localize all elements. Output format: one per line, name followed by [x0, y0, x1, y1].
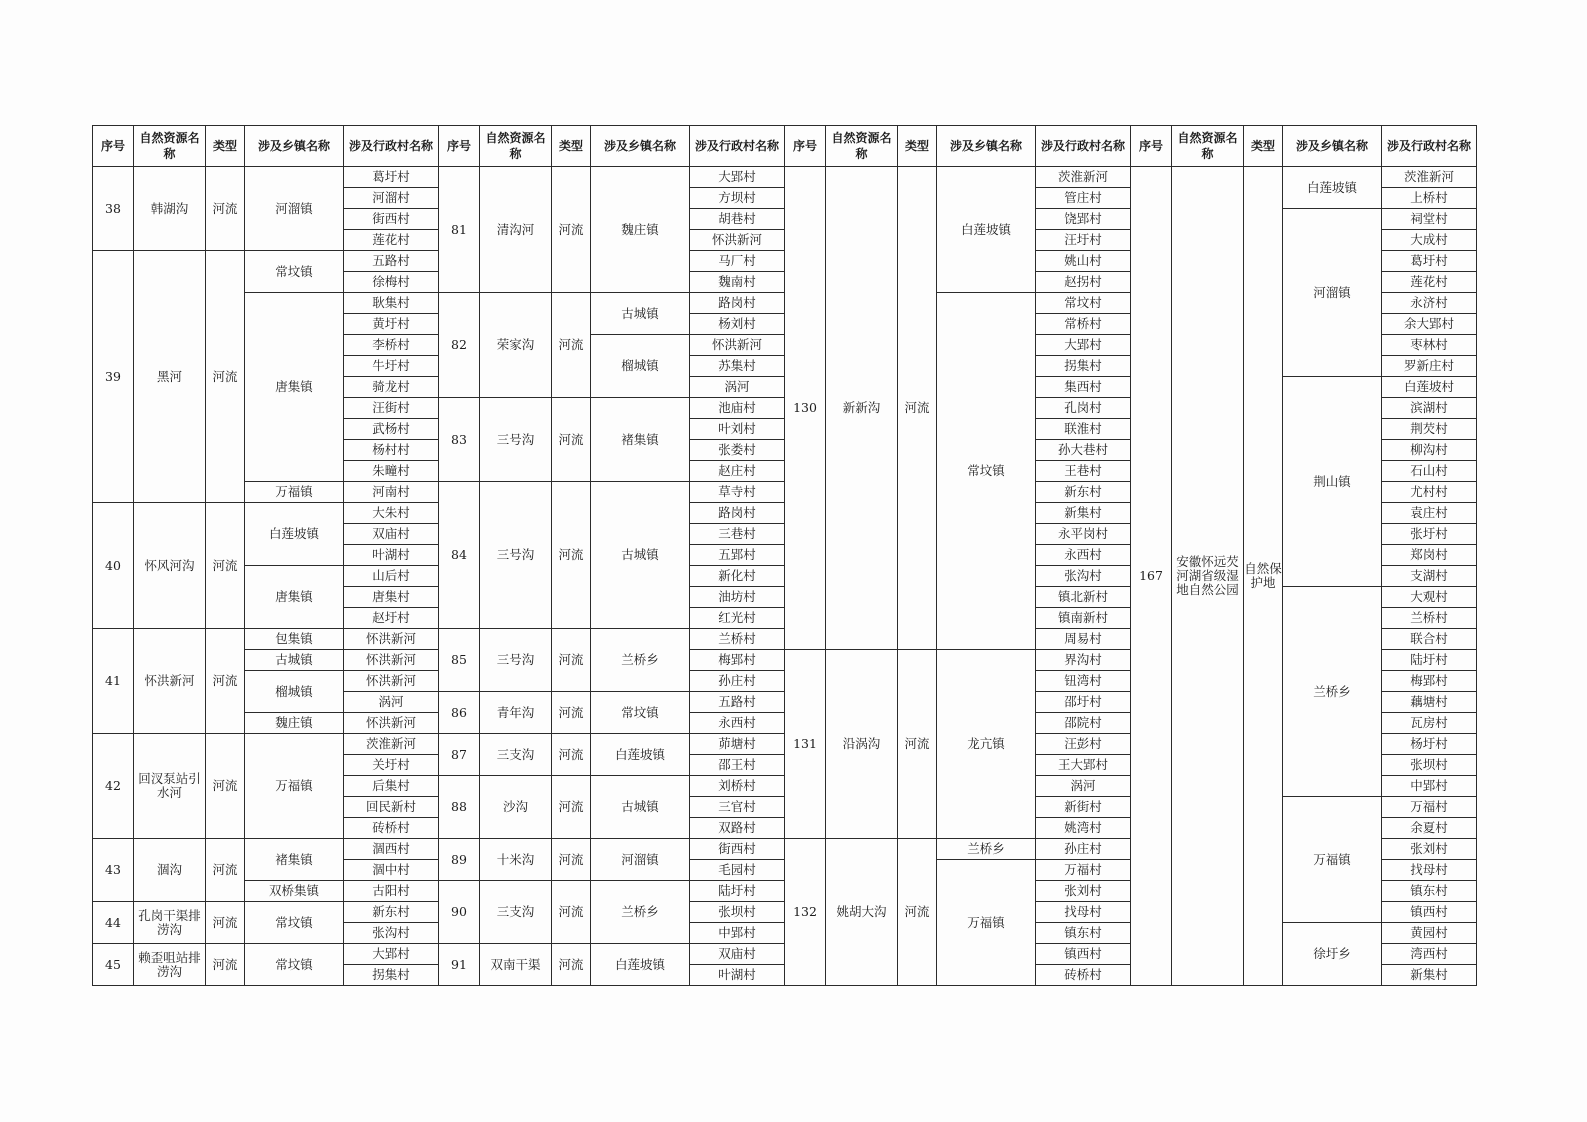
village-cell: 界沟村	[1036, 650, 1131, 671]
town-cell: 白莲坡镇	[937, 167, 1036, 293]
town-cell: 龙亢镇	[937, 650, 1036, 839]
village-cell: 大成村	[1382, 230, 1477, 251]
type-cell: 河流	[552, 881, 591, 944]
village-cell: 白莲坡村	[1382, 377, 1477, 398]
village-cell: 新化村	[690, 566, 785, 587]
type-cell: 河流	[552, 734, 591, 776]
type-cell: 河流	[552, 167, 591, 293]
seq-cell: 39	[93, 251, 134, 503]
natural-resources-table	[92, 125, 1477, 986]
seq-cell: 38	[93, 167, 134, 251]
village-cell: 余夏村	[1382, 818, 1477, 839]
town-cell: 古城镇	[245, 650, 344, 671]
village-cell: 回民新村	[344, 797, 439, 818]
village-cell: 怀洪新河	[690, 230, 785, 251]
document-table-wrapper	[92, 125, 1477, 986]
village-cell: 茨淮新河	[344, 734, 439, 755]
village-cell: 新集村	[1382, 965, 1477, 986]
village-cell: 五郢村	[690, 545, 785, 566]
village-cell: 叶湖村	[690, 965, 785, 986]
town-cell: 唐集镇	[245, 293, 344, 482]
type-cell: 河流	[552, 629, 591, 692]
village-cell: 上桥村	[1382, 188, 1477, 209]
town-cell: 古城镇	[591, 776, 690, 839]
seq-cell: 86	[439, 692, 480, 734]
village-cell: 兰桥村	[1382, 608, 1477, 629]
village-cell: 陆圩村	[690, 881, 785, 902]
village-cell: 汪街村	[344, 398, 439, 419]
village-cell: 大郢村	[690, 167, 785, 188]
resource-name-cell: 三号沟	[480, 629, 552, 692]
village-cell: 新集村	[1036, 503, 1131, 524]
seq-cell: 84	[439, 482, 480, 629]
header-town: 涉及乡镇名称	[1283, 126, 1382, 167]
village-cell: 后集村	[344, 776, 439, 797]
village-cell: 新东村	[344, 902, 439, 923]
village-cell: 怀洪新河	[344, 629, 439, 650]
village-cell: 汪圩村	[1036, 230, 1131, 251]
village-cell: 找母村	[1382, 860, 1477, 881]
town-cell: 古城镇	[591, 482, 690, 629]
village-cell: 孔岗村	[1036, 398, 1131, 419]
village-cell: 邵圩村	[1036, 692, 1131, 713]
village-cell: 莲花村	[344, 230, 439, 251]
village-cell: 镇东村	[1036, 923, 1131, 944]
village-cell: 张坝村	[690, 902, 785, 923]
village-cell: 赵圩村	[344, 608, 439, 629]
town-cell: 兰桥乡	[591, 629, 690, 692]
village-cell: 余大郢村	[1382, 314, 1477, 335]
village-cell: 王巷村	[1036, 461, 1131, 482]
header-town: 涉及乡镇名称	[591, 126, 690, 167]
resource-name-cell: 双南干渠	[480, 944, 552, 986]
village-cell: 杨村村	[344, 440, 439, 461]
header-resource-name: 自然资源名称	[1172, 126, 1244, 167]
seq-cell: 132	[785, 839, 826, 986]
town-cell: 双桥集镇	[245, 881, 344, 902]
village-cell: 刘桥村	[690, 776, 785, 797]
village-cell: 涡河	[1036, 776, 1131, 797]
resource-name-cell: 三号沟	[480, 398, 552, 482]
village-cell: 周易村	[1036, 629, 1131, 650]
header-village: 涉及行政村名称	[690, 126, 785, 167]
resource-name-cell: 荣家沟	[480, 293, 552, 398]
village-cell: 油坊村	[690, 587, 785, 608]
seq-cell: 81	[439, 167, 480, 293]
village-cell: 三巷村	[690, 524, 785, 545]
village-cell: 永西村	[1036, 545, 1131, 566]
village-cell: 大郢村	[344, 944, 439, 965]
resource-name-cell: 回汊泵站引水河	[134, 734, 206, 839]
village-cell: 山后村	[344, 566, 439, 587]
type-cell: 河流	[206, 839, 245, 902]
town-cell: 白莲坡镇	[1283, 167, 1382, 209]
village-cell: 新东村	[1036, 482, 1131, 503]
village-cell: 汪彭村	[1036, 734, 1131, 755]
village-cell: 张娄村	[690, 440, 785, 461]
type-cell: 河流	[552, 839, 591, 881]
town-cell: 兰桥乡	[1283, 587, 1382, 797]
resource-name-cell: 青年沟	[480, 692, 552, 734]
header-village: 涉及行政村名称	[1036, 126, 1131, 167]
village-cell: 黄圩村	[344, 314, 439, 335]
village-cell: 永西村	[690, 713, 785, 734]
village-cell: 三官村	[690, 797, 785, 818]
village-cell: 唐集村	[344, 587, 439, 608]
village-cell: 孙庄村	[1036, 839, 1131, 860]
town-cell: 褚集镇	[591, 398, 690, 482]
type-cell: 河流	[206, 944, 245, 986]
village-cell: 张沟村	[1036, 566, 1131, 587]
village-cell: 常桥村	[1036, 314, 1131, 335]
village-cell: 怀洪新河	[690, 335, 785, 356]
town-cell: 古城镇	[591, 293, 690, 335]
village-cell: 藕塘村	[1382, 692, 1477, 713]
village-cell: 砖桥村	[1036, 965, 1131, 986]
type-cell: 河流	[206, 629, 245, 734]
town-cell: 万福镇	[245, 734, 344, 839]
village-cell: 镇东村	[1382, 881, 1477, 902]
village-cell: 枣林村	[1382, 335, 1477, 356]
village-cell: 中郢村	[690, 923, 785, 944]
village-cell: 朱疃村	[344, 461, 439, 482]
village-cell: 街西村	[690, 839, 785, 860]
town-cell: 兰桥乡	[937, 839, 1036, 860]
resource-name-cell: 三支沟	[480, 734, 552, 776]
seq-cell: 45	[93, 944, 134, 986]
village-cell: 茨淮新河	[1382, 167, 1477, 188]
village-cell: 中郢村	[1382, 776, 1477, 797]
resource-name-cell: 姚胡大沟	[826, 839, 898, 986]
village-cell: 砖桥村	[344, 818, 439, 839]
village-cell: 联合村	[1382, 629, 1477, 650]
town-cell: 万福镇	[1283, 797, 1382, 923]
village-cell: 万福村	[1036, 860, 1131, 881]
village-cell: 梅郢村	[1382, 671, 1477, 692]
village-cell: 五路村	[344, 251, 439, 272]
seq-cell: 85	[439, 629, 480, 692]
village-cell: 镇北新村	[1036, 587, 1131, 608]
village-cell: 大郢村	[1036, 335, 1131, 356]
town-cell: 兰桥乡	[591, 881, 690, 944]
village-cell: 万福村	[1382, 797, 1477, 818]
village-cell: 河南村	[344, 482, 439, 503]
village-cell: 耿集村	[344, 293, 439, 314]
village-cell: 镇南新村	[1036, 608, 1131, 629]
type-cell: 河流	[206, 902, 245, 944]
town-cell: 常坟镇	[245, 251, 344, 293]
village-cell: 大朱村	[344, 503, 439, 524]
resource-name-cell: 赖歪咀站排涝沟	[134, 944, 206, 986]
village-cell: 郑岗村	[1382, 545, 1477, 566]
village-cell: 双路村	[690, 818, 785, 839]
seq-cell: 167	[1131, 167, 1172, 986]
village-cell: 方坝村	[690, 188, 785, 209]
town-cell: 褚集镇	[245, 839, 344, 881]
village-cell: 张刘村	[1036, 881, 1131, 902]
resource-name-cell: 清沟河	[480, 167, 552, 293]
village-cell: 葛圩村	[344, 167, 439, 188]
type-cell: 河流	[898, 650, 937, 839]
town-cell: 唐集镇	[245, 566, 344, 629]
village-cell: 草寺村	[690, 482, 785, 503]
town-cell: 常坟镇	[591, 692, 690, 734]
header-village: 涉及行政村名称	[344, 126, 439, 167]
resource-name-cell: 十米沟	[480, 839, 552, 881]
seq-cell: 43	[93, 839, 134, 902]
village-cell: 支湖村	[1382, 566, 1477, 587]
seq-cell: 88	[439, 776, 480, 839]
town-cell: 万福镇	[245, 482, 344, 503]
village-cell: 王大郢村	[1036, 755, 1131, 776]
village-cell: 杨圩村	[1382, 734, 1477, 755]
header-resource-name: 自然资源名称	[134, 126, 206, 167]
header-type: 类型	[206, 126, 245, 167]
type-cell: 河流	[552, 482, 591, 629]
village-cell: 茆塘村	[690, 734, 785, 755]
header-village: 涉及行政村名称	[1382, 126, 1477, 167]
seq-cell: 91	[439, 944, 480, 986]
village-cell: 张坝村	[1382, 755, 1477, 776]
village-cell: 大观村	[1382, 587, 1477, 608]
village-cell: 联淮村	[1036, 419, 1131, 440]
village-cell: 邵院村	[1036, 713, 1131, 734]
village-cell: 苏集村	[690, 356, 785, 377]
seq-cell: 89	[439, 839, 480, 881]
town-cell: 河溜镇	[245, 167, 344, 251]
village-cell: 永平岗村	[1036, 524, 1131, 545]
village-cell: 莲花村	[1382, 272, 1477, 293]
village-cell: 张刘村	[1382, 839, 1477, 860]
village-cell: 石山村	[1382, 461, 1477, 482]
village-cell: 红光村	[690, 608, 785, 629]
table-body	[93, 167, 1477, 986]
village-cell: 袁庄村	[1382, 503, 1477, 524]
village-cell: 路岗村	[690, 293, 785, 314]
seq-cell: 130	[785, 167, 826, 650]
type-cell: 河流	[898, 839, 937, 986]
village-cell: 钮湾村	[1036, 671, 1131, 692]
village-cell: 拐集村	[344, 965, 439, 986]
village-cell: 毛园村	[690, 860, 785, 881]
resource-name-cell: 三支沟	[480, 881, 552, 944]
table-header-row	[93, 126, 1477, 167]
village-cell: 涸中村	[344, 860, 439, 881]
town-cell: 河溜镇	[1283, 209, 1382, 377]
village-cell: 永济村	[1382, 293, 1477, 314]
village-cell: 尤村村	[1382, 482, 1477, 503]
village-cell: 徐梅村	[344, 272, 439, 293]
village-cell: 双庙村	[690, 944, 785, 965]
town-cell: 常坟镇	[245, 902, 344, 944]
type-cell: 河流	[206, 734, 245, 839]
type-cell: 河流	[898, 167, 937, 650]
village-cell: 姚山村	[1036, 251, 1131, 272]
seq-cell: 87	[439, 734, 480, 776]
village-cell: 张圩村	[1382, 524, 1477, 545]
village-cell: 街西村	[344, 209, 439, 230]
resource-name-cell: 新新沟	[826, 167, 898, 650]
village-cell: 路岗村	[690, 503, 785, 524]
village-cell: 镇西村	[1382, 902, 1477, 923]
village-cell: 赵拐村	[1036, 272, 1131, 293]
village-cell: 找母村	[1036, 902, 1131, 923]
resource-name-cell: 沙沟	[480, 776, 552, 839]
village-cell: 镇西村	[1036, 944, 1131, 965]
seq-cell: 40	[93, 503, 134, 629]
village-cell: 涸西村	[344, 839, 439, 860]
type-cell: 河流	[552, 944, 591, 986]
header-type: 类型	[552, 126, 591, 167]
village-cell: 孙大巷村	[1036, 440, 1131, 461]
village-cell: 集西村	[1036, 377, 1131, 398]
village-cell: 陆圩村	[1382, 650, 1477, 671]
village-cell: 河溜村	[344, 188, 439, 209]
town-cell: 徐圩乡	[1283, 923, 1382, 986]
village-cell: 瓦房村	[1382, 713, 1477, 734]
village-cell: 孙庄村	[690, 671, 785, 692]
village-cell: 骑龙村	[344, 377, 439, 398]
village-cell: 管庄村	[1036, 188, 1131, 209]
resource-name-cell: 孔岗干渠排涝沟	[134, 902, 206, 944]
village-cell: 茨淮新河	[1036, 167, 1131, 188]
header-seq: 序号	[1131, 126, 1172, 167]
header-town: 涉及乡镇名称	[245, 126, 344, 167]
header-seq: 序号	[785, 126, 826, 167]
town-cell: 荆山镇	[1283, 377, 1382, 587]
village-cell: 罗新庄村	[1382, 356, 1477, 377]
header-type: 类型	[1244, 126, 1283, 167]
village-cell: 池庙村	[690, 398, 785, 419]
type-cell: 河流	[206, 167, 245, 251]
village-cell: 叶湖村	[344, 545, 439, 566]
village-cell: 涡河	[344, 692, 439, 713]
village-cell: 李桥村	[344, 335, 439, 356]
village-cell: 邵王村	[690, 755, 785, 776]
village-cell: 武杨村	[344, 419, 439, 440]
town-cell: 魏庄镇	[245, 713, 344, 734]
seq-cell: 90	[439, 881, 480, 944]
type-cell: 河流	[552, 293, 591, 398]
town-cell: 魏庄镇	[591, 167, 690, 293]
village-cell: 荆芡村	[1382, 419, 1477, 440]
village-cell: 关圩村	[344, 755, 439, 776]
town-cell: 河溜镇	[591, 839, 690, 881]
village-cell: 兰桥村	[690, 629, 785, 650]
resource-name-cell: 黑河	[134, 251, 206, 503]
table-row	[93, 167, 1477, 188]
village-cell: 马厂村	[690, 251, 785, 272]
seq-cell: 82	[439, 293, 480, 398]
village-cell: 涡河	[690, 377, 785, 398]
village-cell: 牛圩村	[344, 356, 439, 377]
type-cell: 河流	[206, 503, 245, 629]
header-town: 涉及乡镇名称	[937, 126, 1036, 167]
header-seq: 序号	[439, 126, 480, 167]
town-cell: 包集镇	[245, 629, 344, 650]
town-cell: 常坟镇	[937, 293, 1036, 650]
header-resource-name: 自然资源名称	[826, 126, 898, 167]
village-cell: 滨湖村	[1382, 398, 1477, 419]
type-cell: 自然保护地	[1244, 167, 1283, 986]
village-cell: 葛圩村	[1382, 251, 1477, 272]
resource-name-cell: 韩湖沟	[134, 167, 206, 251]
town-cell: 常坟镇	[245, 944, 344, 986]
town-cell: 万福镇	[937, 860, 1036, 986]
seq-cell: 131	[785, 650, 826, 839]
type-cell: 河流	[552, 692, 591, 734]
village-cell: 湾西村	[1382, 944, 1477, 965]
resource-name-cell: 怀洪新河	[134, 629, 206, 734]
resource-name-cell: 三号沟	[480, 482, 552, 629]
town-cell: 白莲坡镇	[591, 944, 690, 986]
town-cell: 榴城镇	[591, 335, 690, 398]
seq-cell: 42	[93, 734, 134, 839]
resource-name-cell: 安徽怀远芡河湖省级湿地自然公园	[1172, 167, 1244, 986]
village-cell: 胡巷村	[690, 209, 785, 230]
village-cell: 五路村	[690, 692, 785, 713]
village-cell: 怀洪新河	[344, 713, 439, 734]
village-cell: 祠堂村	[1382, 209, 1477, 230]
village-cell: 古阳村	[344, 881, 439, 902]
village-cell: 叶刘村	[690, 419, 785, 440]
village-cell: 饶郢村	[1036, 209, 1131, 230]
header-seq: 序号	[93, 126, 134, 167]
resource-name-cell: 涸沟	[134, 839, 206, 902]
resource-name-cell: 沿涡沟	[826, 650, 898, 839]
village-cell: 姚湾村	[1036, 818, 1131, 839]
village-cell: 黄园村	[1382, 923, 1477, 944]
seq-cell: 83	[439, 398, 480, 482]
type-cell: 河流	[552, 398, 591, 482]
type-cell: 河流	[206, 251, 245, 503]
town-cell: 榴城镇	[245, 671, 344, 713]
type-cell: 河流	[552, 776, 591, 839]
village-cell: 怀洪新河	[344, 650, 439, 671]
seq-cell: 41	[93, 629, 134, 734]
header-type: 类型	[898, 126, 937, 167]
village-cell: 怀洪新河	[344, 671, 439, 692]
header-resource-name: 自然资源名称	[480, 126, 552, 167]
village-cell: 魏南村	[690, 272, 785, 293]
town-cell: 白莲坡镇	[245, 503, 344, 566]
village-cell: 双庙村	[344, 524, 439, 545]
village-cell: 常坟村	[1036, 293, 1131, 314]
town-cell: 白莲坡镇	[591, 734, 690, 776]
village-cell: 赵庄村	[690, 461, 785, 482]
seq-cell: 44	[93, 902, 134, 944]
village-cell: 梅郢村	[690, 650, 785, 671]
village-cell: 杨刘村	[690, 314, 785, 335]
village-cell: 张沟村	[344, 923, 439, 944]
village-cell: 拐集村	[1036, 356, 1131, 377]
village-cell: 新街村	[1036, 797, 1131, 818]
resource-name-cell: 怀风河沟	[134, 503, 206, 629]
village-cell: 柳沟村	[1382, 440, 1477, 461]
